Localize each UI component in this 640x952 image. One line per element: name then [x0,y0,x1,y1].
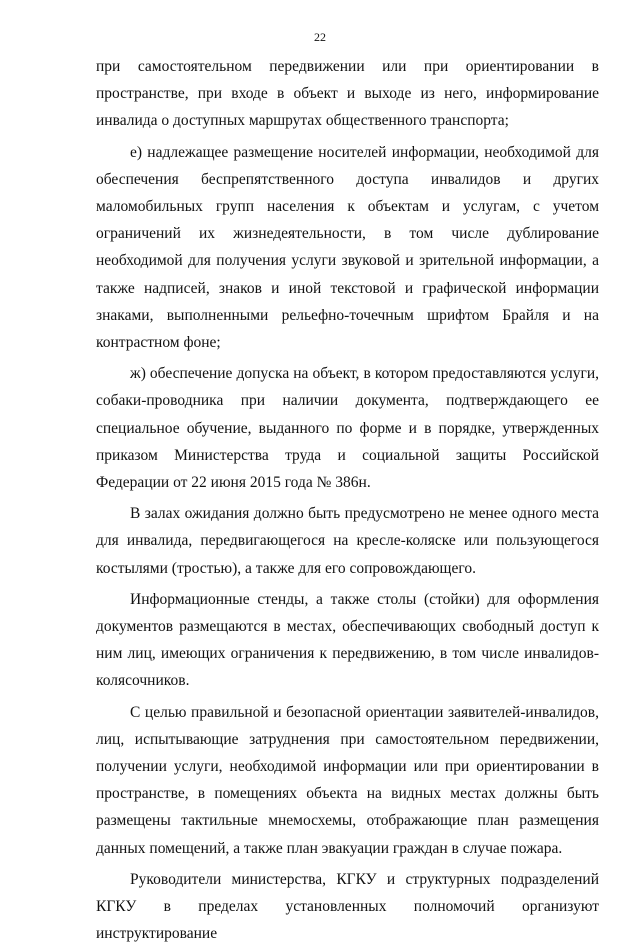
paragraph-tactile-schemes: С целью правильной и безопасной ориентации заявителей-инвалидов, лиц, испытывающие затруднения при самостоятельном передвижении, получении услуги, необходимой информации или при ориентировании в пространстве, в помещениях объекта на видных местах должны быть размещены тактильные мнемосхемы, отображающие план размещения данных помещений, а также план эвакуации граждан в случае пожара. [96,703,599,857]
paragraph-item-zh: ж) обеспечение допуска на объект, в котором предоставляются услуги, собаки-проводника при наличии документа, подтверждающего ее специальное обучение, выданного по форме и в порядке, утвержденных приказом Министерства труда и социальной защиты Российской Федерации от 22 июня 2015 года № 386н. [96,365,599,492]
paragraph-information-stands: Информационные стенды, а также столы (стойки) для оформления документов размещаются в местах, обеспечивающих свободный доступ к ним лиц, имеющих ограничения к передвижению, в том числе инвалидов-колясочников. [96,590,599,690]
paragraph-waiting-halls: В залах ожидания должно быть предусмотрено не менее одного места для инвалида, передвигающегося на кресле-коляске или пользующегося костылями (тростью), а также для его сопровождающего. [96,505,599,577]
paragraph-item-e: е) надлежащее размещение носителей информации, необходимой для обеспечения беспрепятственного доступа инвалидов и других маломобильных групп населения к объектам и услугам, с учетом ограничений их жизнедеятельности, в том числе дублирование необходимой для получения услуги звуковой и зрительной информации, а также надписей, знаков и иной текстовой и графической информации знаками, выполненными рельефно-точечным шрифтом Брайля и на контрастном фоне; [96,143,599,352]
paragraph-continuation: при самостоятельном передвижении или при ориентировании в пространстве, при входе в объект и выходе из него, информирование инвалида о доступных маршрутах общественного транспорта; [96,58,599,130]
body-text [96,53,599,952]
page-number: 22 [314,30,326,44]
paragraph-heads-instructions: Руководители министерства, КГКУ и структурных подразделений КГКУ в пределах установленных полномочий организуют инструктирование [96,870,599,943]
